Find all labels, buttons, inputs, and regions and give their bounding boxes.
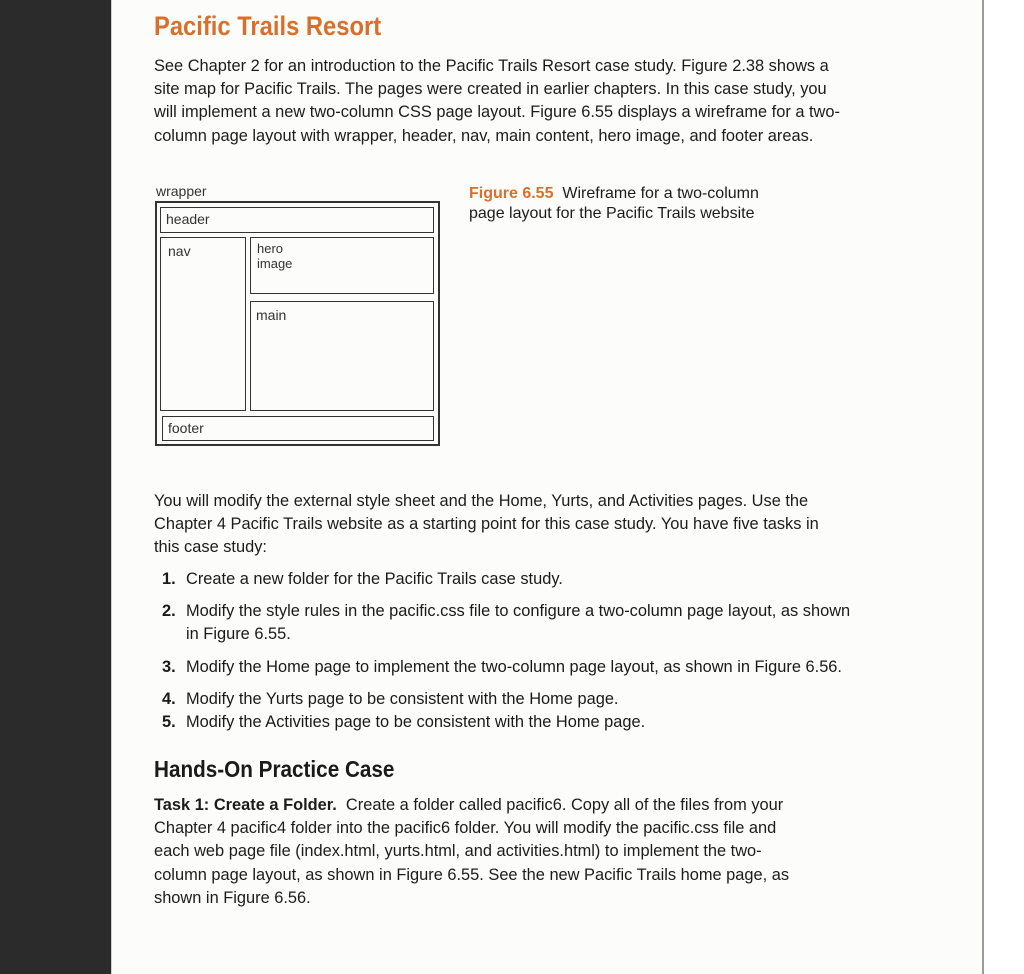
task-text: Modify the Yurts page to be consistent with the Home page. (186, 690, 619, 708)
right-gutter (982, 0, 1024, 974)
wireframe-nav-label: nav (168, 243, 191, 259)
figure-caption-text: Wireframe for a two-column page layout for the Pacific Trails website (469, 185, 759, 222)
intro-paragraph: See Chapter 2 for an introduction to the Pacific Trails Resort case study. Figure 2.38 shows a site map for Pacific Trails. The pages were created in earlier chapters. In this case study, you will implement a new two-column CSS page layout. Figure 6.55 displays a wireframe for a two-column page layout with wrapper, header, nav, main content, hero image, and footer areas. (154, 57, 840, 145)
task-text: Create a new folder for the Pacific Trails case study. (186, 570, 563, 588)
task-number: 4. (162, 690, 176, 708)
wireframe-footer-label: footer (168, 420, 204, 436)
figure-caption (469, 184, 759, 224)
task-number: 2. (162, 602, 176, 620)
task-number: 5. (162, 713, 176, 731)
task-number: 3. (162, 658, 176, 676)
task-text: Modify the Home page to implement the two-column page layout, as shown in Figure 6.56. (186, 658, 842, 676)
task-text: Modify the Activities page to be consistent with the Home page. (186, 713, 646, 731)
figure-label: Figure 6.55 (469, 185, 554, 202)
wireframe-header-label: header (166, 211, 210, 227)
section-heading: Hands-On Practice Case (154, 756, 395, 782)
wireframe-hero-label: hero image (257, 241, 293, 271)
wireframe-nav-box (160, 237, 246, 411)
wireframe-main-label: main (256, 307, 287, 323)
modify-paragraph: You will modify the external style sheet and the Home, Yurts, and Activities pages. Use the Chapter 4 Pacific Trails website as a starting point for this case study. You have five tasks in this case study: (154, 492, 819, 557)
task1-text: Create a folder called pacific6. Copy all of the files from your Chapter 4 pacific4 folder into the pacific6 folder. You will modify the pacific.css file and each web page file (index.html, yurts.html, and activities.html) to implement the two-column page layout, as shown in Figure 6.55. See the new Pacific Trails home page, as shown in Figure 6.56. (154, 796, 790, 907)
task1-lead: Task 1: Create a Folder. (154, 796, 337, 814)
task1-paragraph (154, 794, 814, 910)
task-number: 1. (162, 570, 176, 588)
wireframe-wrapper-label: wrapper (156, 183, 207, 199)
task-text: Modify the style rules in the pacific.css file to configure a two-column page layout, as shown in Figure 6.55. (186, 602, 851, 644)
page-title: Pacific Trails Resort (154, 11, 382, 41)
